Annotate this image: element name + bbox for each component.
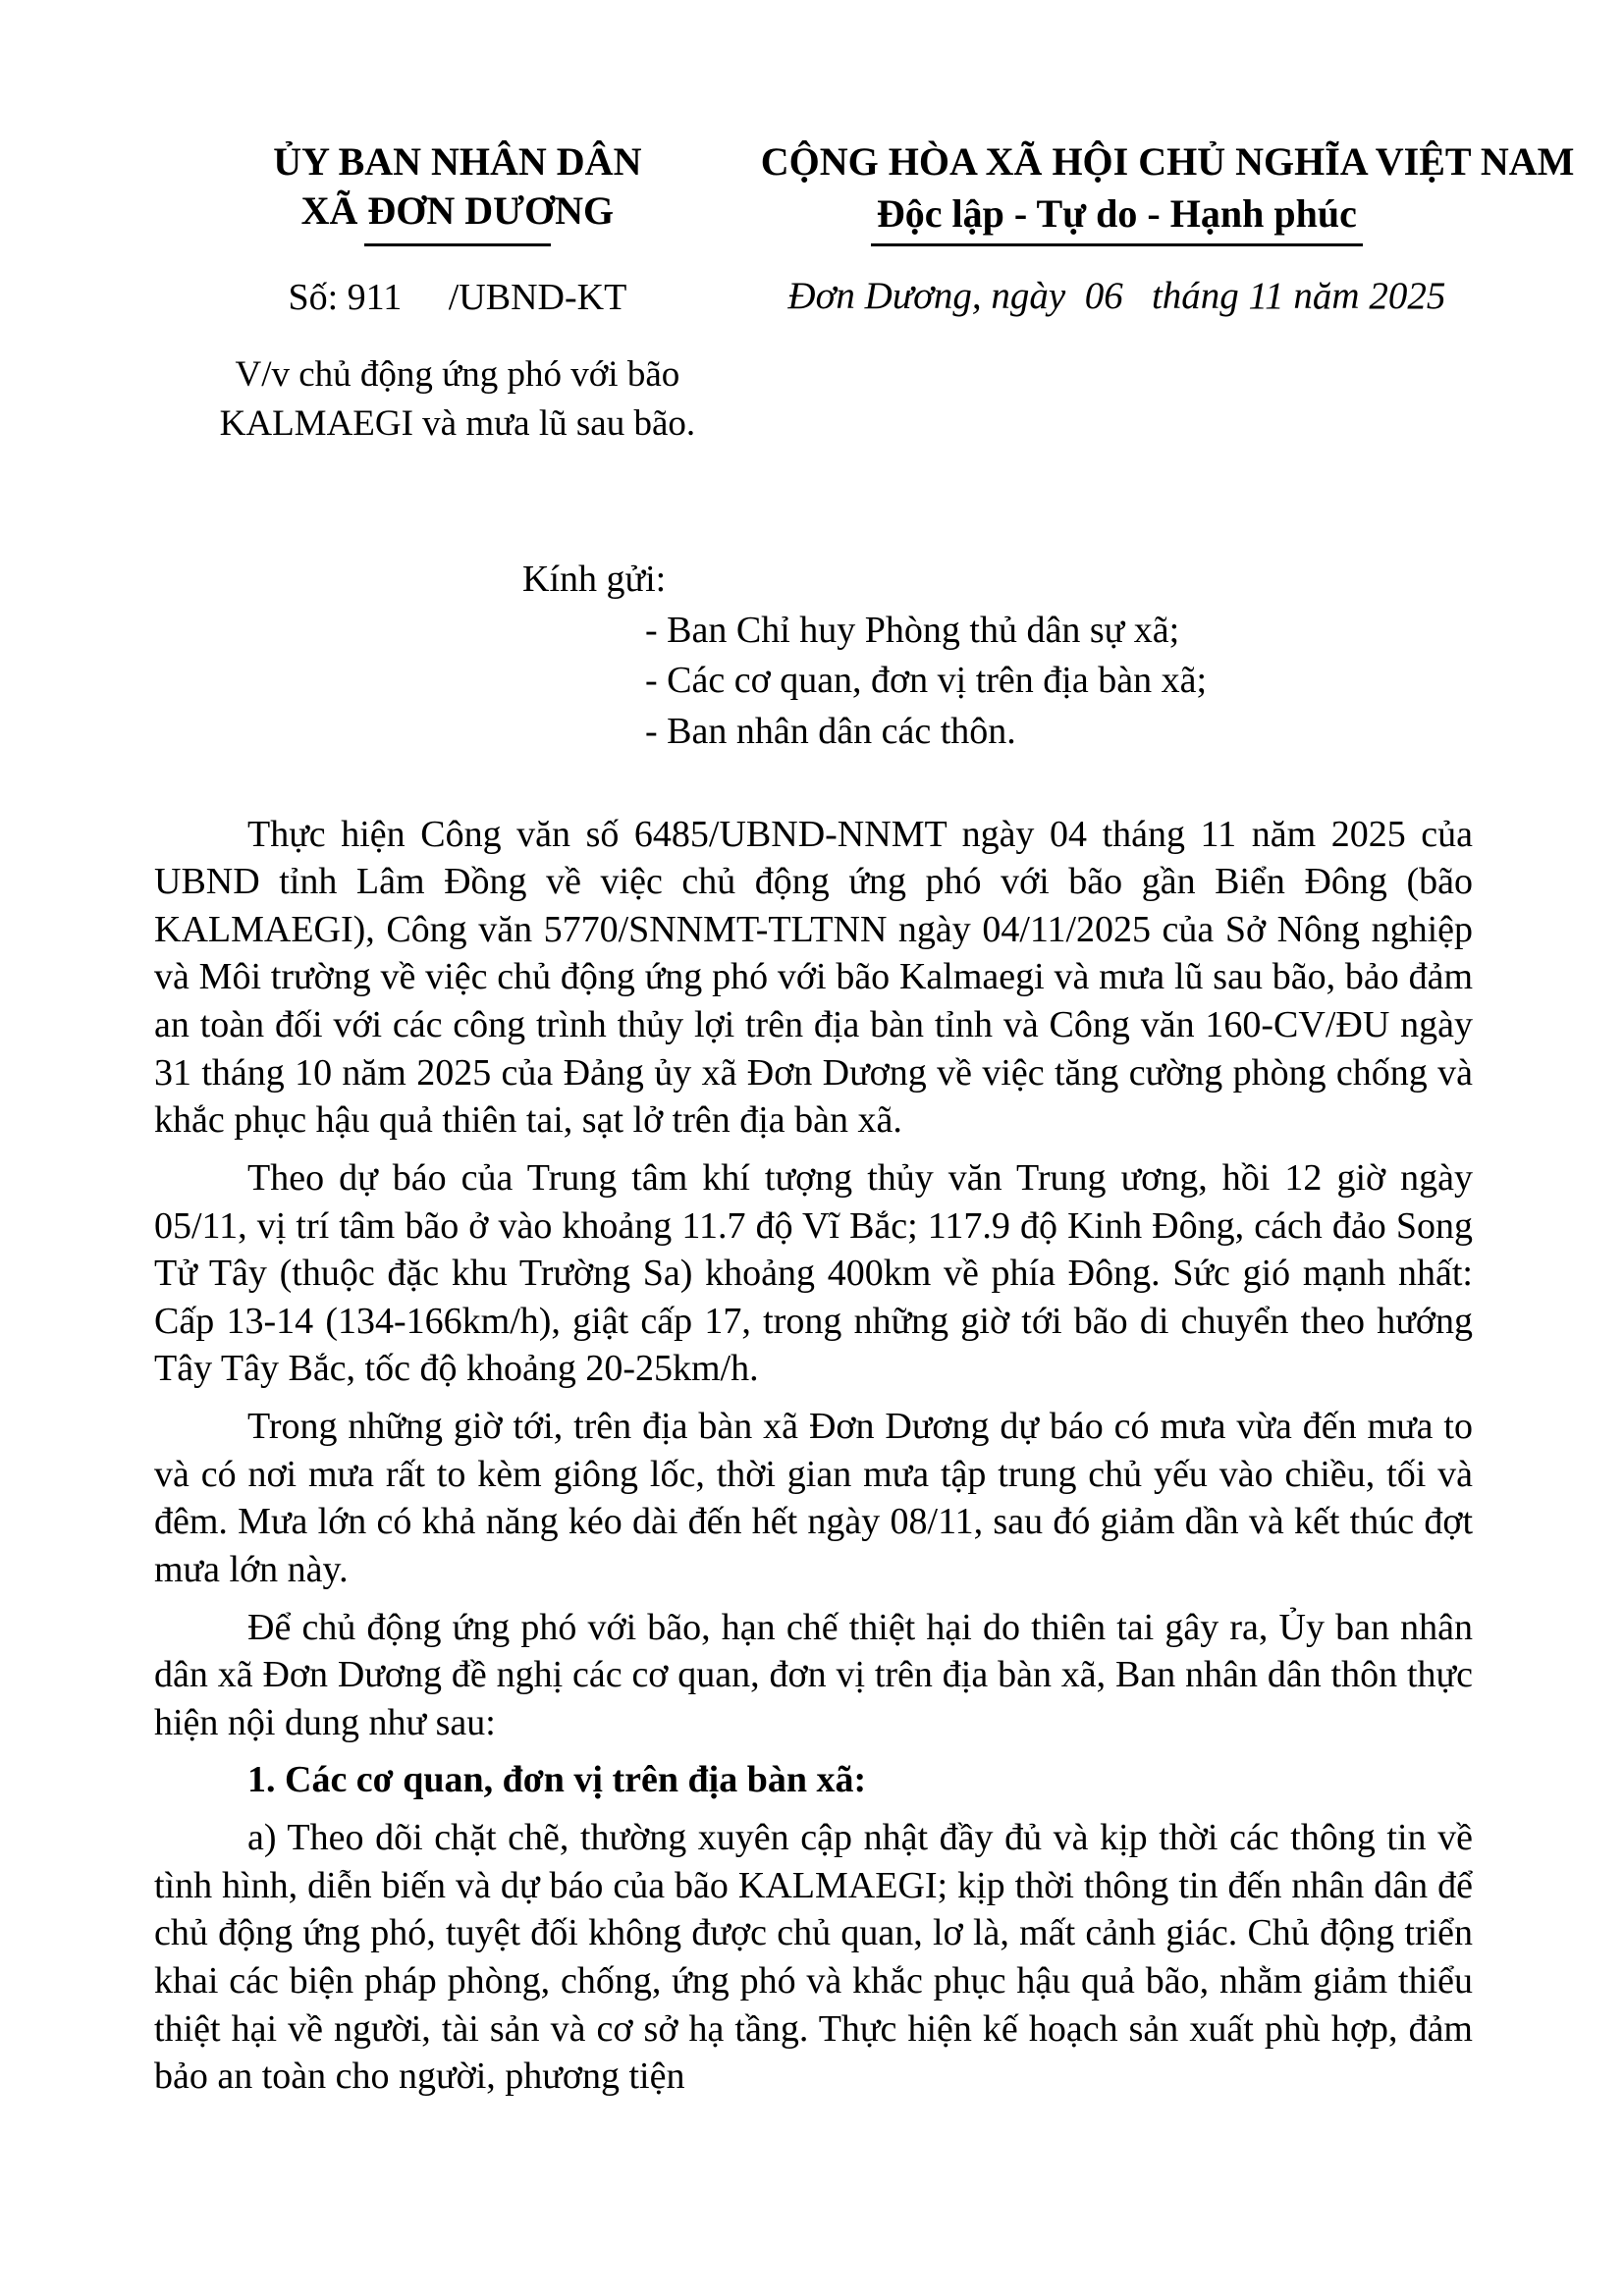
place-and-date: Đơn Dương, ngày 06 tháng 11 năm 2025 [787,275,1446,317]
document-header [154,137,1575,449]
national-motto: Độc lập - Tự do - Hạnh phúc [871,190,1363,246]
issuing-authority-name-line1: ỦY BAN NHÂN DÂN [273,139,642,184]
document-subject-line1: V/v chủ động ứng phó với bão [235,354,680,395]
body-paragraph: Thực hiện Công văn số 6485/UBND-NNMT ngày 04 tháng 11 năm 2025 của UBND tỉnh Lâm Đồng về việc chủ động ứng phó với bão gần Biển Đông (bão KALMAEGI), Công văn 5770/SNNMT-TLTNN ngày 04/11/2025 của Sở Nông nghiệp và Môi trường về việc chủ động ứng phó với bão Kalmaegi và mưa lũ sau bão, bảo đảm an toàn đối với các công trình thủy lợi trên địa bàn tỉnh và Công văn 160-CV/ĐU ngày 31 tháng 10 năm 2025 của Đảng ủy xã Đơn Dương về việc tăng cường phòng chống và khắc phục hậu quả thiên tai, sạt lở trên địa bàn xã. [154,813,1473,1142]
salutation: Kính gửi: [522,558,667,600]
national-motto-wrap [761,190,1473,246]
recipients-block [154,555,1473,758]
recipient-list [645,606,1473,758]
section-heading: 1. Các cơ quan, đơn vị trên địa bàn xã: [247,1759,867,1801]
recipient-item: - Các cơ quan, đơn vị trên địa bàn xã; [645,660,1208,702]
document-subject [154,350,761,449]
authority-underline-rule [364,243,551,246]
document-subject-line2: KALMAEGI và mưa lũ sau bão. [219,402,696,444]
issuing-authority-name-line2: XÃ ĐƠN DƯƠNG [300,188,615,233]
document-body [154,811,1473,2101]
body-paragraph: Theo dự báo của Trung tâm khí tượng thủy văn Trung ương, hồi 12 giờ ngày 05/11, vị trí tâm bão ở vào khoảng 11.7 độ Vĩ Bắc; 117.9 độ Kinh Đông, cách đảo Song Tử Tây (thuộc đặc khu Trường Sa) khoảng 400km về phía Đông. Sức gió mạnh nhất: Cấp 13-14 (134-166km/h), giật cấp 17, trong những giờ tới bão di chuyển theo hướng Tây Tây Bắc, tốc độ khoảng 20-25km/h. [154,1156,1473,1390]
recipient-item: - Ban nhân dân các thôn. [645,710,1016,752]
body-paragraph: Trong những giờ tới, trên địa bàn xã Đơn Dương dự báo có mưa vừa đến mưa to và có nơi mưa rất to kèm giông lốc, thời gian mưa tập trung chủ yếu vào chiều, tối và đêm. Mưa lớn có khả năng kéo dài đến hết ngày 08/11, sau đó giảm dần và kết thúc đợt mưa lớn này. [154,1406,1473,1590]
recipient-item: - Ban Chỉ huy Phòng thủ dân sự xã; [645,609,1180,651]
issuing-authority-block [154,137,761,449]
national-title: CỘNG HÒA XÃ HỘI CHỦ NGHĨA VIỆT NAM [760,139,1575,184]
national-motto-block [760,137,1575,318]
body-paragraph: Để chủ động ứng phó với bão, hạn chế thiệt hại do thiên tai gây ra, Ủy ban nhân dân xã Đơn Dương đề nghị các cơ quan, đơn vị trên địa bàn xã, Ban nhân dân thôn thực hiện nội dung như sau: [154,1606,1473,1743]
body-paragraph: a) Theo dõi chặt chẽ, thường xuyên cập nhật đầy đủ và kịp thời các thông tin về tình hình, diễn biến và dự báo của bão KALMAEGI; kịp thời thông tin đến nhân dân để chủ động ứng phó, tuyệt đối không được chủ quan, lơ là, mất cảnh giác. Chủ động triển khai các biện pháp phòng, chống, ứng phó và khắc phục hậu quả bão, nhằm giảm thiểu thiệt hại về người, tài sản và cơ sở hạ tầng. Thực hiện kế hoạch sản xuất phù hợp, đảm bảo an toàn cho người, phương tiện [154,1817,1473,2098]
document-number: Số: 911 /UBND-KT [288,277,627,318]
